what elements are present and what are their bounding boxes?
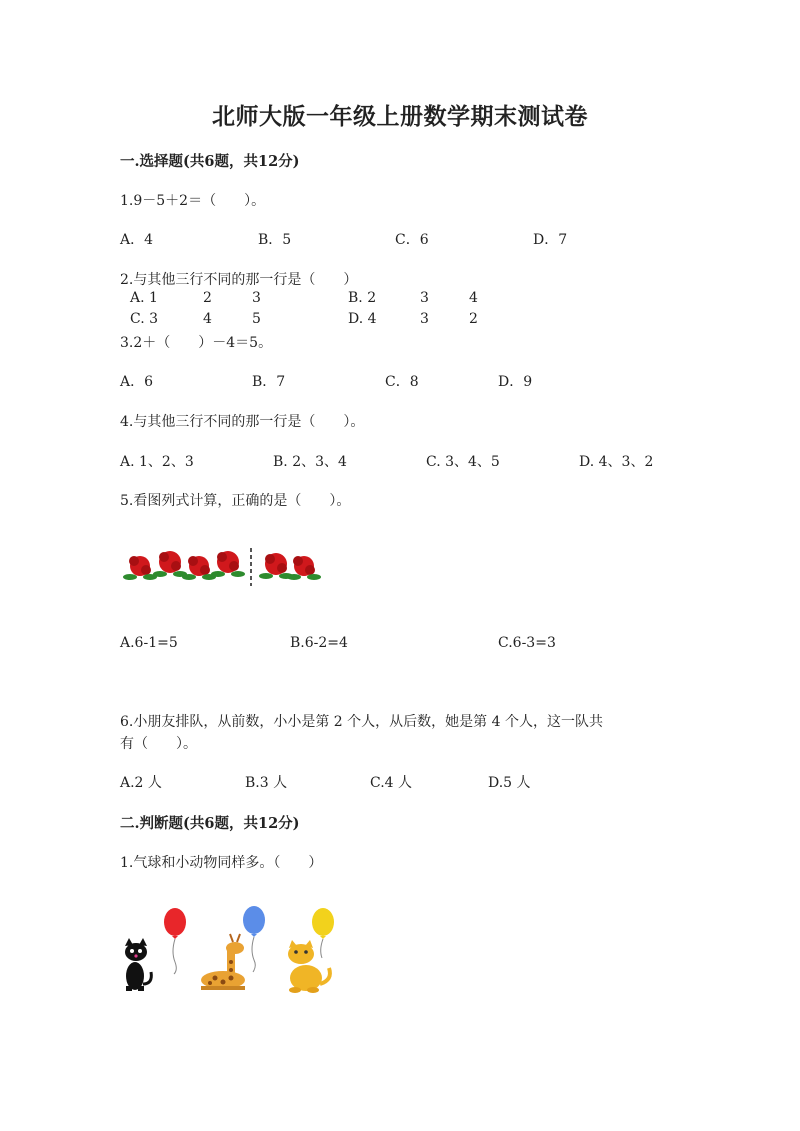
section-choice-heading: 一.选择题(共6题，共12分) — [120, 153, 300, 170]
q2-row-c-label: C. 3 — [130, 311, 159, 327]
giraffe-icon — [201, 934, 245, 990]
question-3-stem: 3.2＋（ ）－4＝5。 — [120, 335, 273, 351]
q3-option-a: A．6 — [120, 374, 154, 390]
q1-option-d: D．7 — [533, 232, 568, 248]
q6-option-d: D.5 人 — [488, 775, 531, 791]
page-title: 北师大版一年级上册数学期末测试卷 — [212, 103, 588, 130]
q5-option-a: A.6-1=5 — [120, 635, 178, 651]
q2-row-d-num: 2 — [469, 311, 478, 327]
q2-row-b-num: 4 — [469, 290, 478, 306]
flower-cluster-icon — [123, 556, 157, 580]
balloons-animals-figure — [115, 900, 345, 1000]
q2-row-c-num: 4 — [203, 311, 212, 327]
section-judge-heading: 二.判断题(共6题，共12分) — [120, 815, 300, 832]
q2-row-d-label: D. 4 — [348, 311, 377, 327]
q6-option-c: C.4 人 — [370, 775, 413, 791]
flower-cluster-icon — [287, 556, 321, 580]
q3-option-c: C．8 — [385, 374, 419, 390]
flower-cluster-icon — [211, 551, 245, 577]
q4-option-b: B. 2、3、4 — [273, 454, 347, 470]
flower-cluster-icon — [259, 553, 293, 579]
q6-option-a: A.2 人 — [120, 775, 162, 791]
q2-row-b-num: 3 — [420, 290, 429, 306]
q1-option-b: B．5 — [258, 232, 292, 248]
question-4-stem: 4.与其他三行不同的那一行是（ ）。 — [120, 414, 365, 430]
q2-row-b-label: B. 2 — [348, 290, 377, 306]
q1-option-a: A．4 — [120, 232, 154, 248]
q2-row-a-label: A. 1 — [130, 290, 158, 306]
q6-option-b: B.3 人 — [245, 775, 288, 791]
q4-option-a: A. 1、2、3 — [120, 454, 194, 470]
flower-cluster-icon — [153, 551, 187, 577]
black-cat-icon — [125, 938, 151, 991]
blue-balloon-icon — [243, 906, 265, 972]
q1-option-c: C．6 — [395, 232, 429, 248]
judge-question-1-stem: 1.气球和小动物同样多。（ ） — [120, 855, 323, 871]
red-balloon-icon — [164, 908, 186, 974]
question-2-stem: 2.与其他三行不同的那一行是（ ） — [120, 272, 358, 288]
flower-cluster-icon — [182, 556, 216, 580]
q2-row-a-num: 2 — [203, 290, 212, 306]
q5-option-c: C.6-3=3 — [498, 635, 556, 651]
q3-option-b: B．7 — [252, 374, 286, 390]
question-5-stem: 5.看图列式计算，正确的是（ ）。 — [120, 493, 351, 509]
q4-option-d: D. 4、3、2 — [579, 454, 654, 470]
q2-row-c-num: 5 — [252, 311, 261, 327]
flowers-figure — [118, 540, 328, 592]
q5-option-b: B.6-2=4 — [290, 635, 348, 651]
question-6-stem-line1: 6.小朋友排队，从前数，小小是第 2 个人，从后数，她是第 4 个人，这一队共 — [120, 714, 603, 730]
q2-row-a-num: 3 — [252, 290, 261, 306]
q3-option-d: D．9 — [498, 374, 533, 390]
question-6-stem-line2: 有（ ）。 — [120, 736, 197, 752]
yellow-cat-icon — [288, 940, 330, 993]
q4-option-c: C. 3、4、5 — [426, 454, 500, 470]
q2-row-d-num: 3 — [420, 311, 429, 327]
yellow-balloon-icon — [312, 908, 334, 958]
question-1-stem: 1.9－5＋2＝（ ）。 — [120, 193, 266, 209]
